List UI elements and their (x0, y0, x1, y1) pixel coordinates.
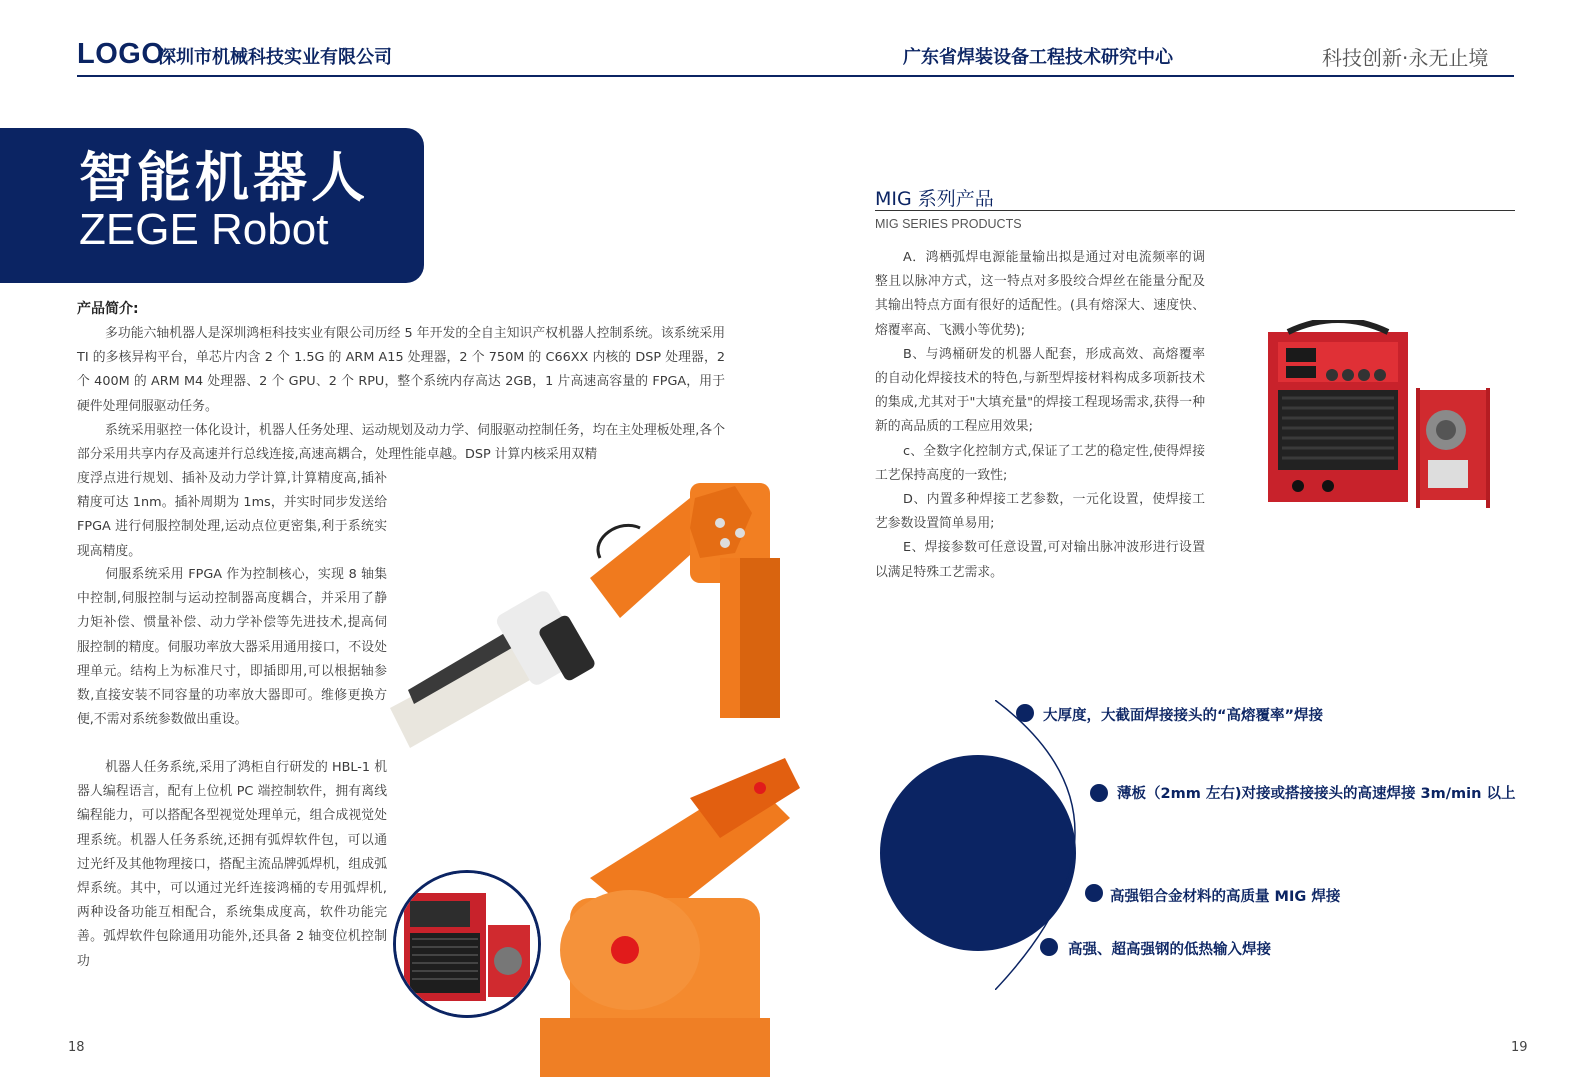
mig-section-divider (875, 210, 1515, 211)
welder-thumbnail (393, 870, 541, 1018)
mig-feature-text: A．鸿栖弧焊电源能量输出拟是通过对电流频率的调整且以脉冲方式，这一特点对多股绞合焊丝在能量分配及其输出特点方面有很好的适配性。(具有熔深大、速度快、熔覆率高、飞溅小等优势); (875, 250, 1205, 338)
feature-bullet-icon (1090, 784, 1108, 802)
mig-feature-text: E、焊接参数可任意设置,可对输出脉冲波形进行设置以满足特殊工艺需求。 (875, 540, 1205, 580)
header-divider (77, 75, 1514, 77)
feature-item: 高强、超高强钢的低热输入焊接 (1068, 942, 1271, 958)
mig-feature-text: B、与鸿桶研发的机器人配套，形成高效、高熔覆率的自动化焊接技术的特色,与新型焊接材料构成多项新技术的集成,尤其对于"大填充量"的焊接工程现场需求,获得一种新的高品质的工程应用效果; (875, 346, 1205, 435)
mig-feature-list (875, 246, 1205, 585)
feature-bullet-icon (1085, 884, 1103, 902)
mig-feature-text: c、全数字化控制方式,保证了工艺的稳定性,使得焊接工艺保持高度的一致性; (875, 443, 1205, 483)
feature-bullet-icon (1040, 938, 1058, 956)
page-title-cn: 智能机器人 (79, 146, 369, 209)
robot-base (540, 758, 800, 1077)
feature-item: 高强铝合金材料的高质量 MIG 焊接 (1110, 889, 1341, 905)
mig-welder-image (1268, 320, 1518, 520)
mig-section-subtitle: MIG SERIES PRODUCTS (875, 217, 1022, 231)
mig-feature-text: D、内置多种焊接工艺参数，一元化设置，使焊接工艺参数设置简单易用; (875, 492, 1205, 532)
logo-text: LOGO (77, 38, 165, 70)
mig-feature-item (875, 536, 1205, 584)
mig-feature-item (875, 343, 1205, 440)
intro-paragraph (77, 756, 387, 974)
page-title-en: ZEGE Robot (79, 205, 329, 254)
robot-gripper (390, 483, 780, 748)
intro-paragraph-text: 伺服系统采用 FPGA 作为控制核心，实现 8 轴集中控制,伺服控制与运动控制器高度耦合，并采用了静力矩补偿、惯量补偿、动力学补偿等先进技术,提高伺服控制的精度。伺服功率放大器采用通用接口，不设处理单元。结构上为标准尺寸，即插即用,可以根据轴参数,直接安装不同容量的功率放大器即可。维修更换方便,不需对系统参数做出重设。 (77, 567, 387, 728)
feature-item: 薄板（2mm 左右)对接或搭接接头的高速焊接 3m/min 以上 (1117, 786, 1516, 802)
intro-heading: 产品简介: (77, 301, 139, 317)
mig-feature-item (875, 488, 1205, 536)
feature-item: 大厚度，大截面焊接接头的“高熔覆率”焊接 (1043, 708, 1324, 724)
slogan: 科技创新·永无止境 (1322, 46, 1489, 70)
page-number-left: 18 (68, 1040, 85, 1055)
intro-paragraph (77, 563, 387, 732)
intro-paragraph-continued: 度浮点进行规划、插补及动力学计算,计算精度高,插补精度可达 1nm。插补周期为 1ms，并实时同步发送给 FPGA 进行伺服控制处理,运动点位更密集,利于系统实现高精度。 (77, 471, 387, 559)
mig-feature-item (875, 440, 1205, 488)
company-name: 深圳市机械科技实业有限公司 (158, 47, 392, 68)
intro-paragraph-text: 多功能六轴机器人是深圳鸿柜科技实业有限公司历经 5 年开发的全自主知识产权机器人控制系统。该系统采用 TI 的多核异构平台，单芯片内含 2 个 1.5G 的 ARM A15 处理器，2 个 750M 的 C66XX 内核的 DSP 处理器，2 个 400M 的 ARM M4 处理器、2 个 GPU、2 个 RPU，整个系统内存高达 2GB，1 片高速高容量的 FPGA，用于硬件处理伺服驱动任务。 (77, 326, 725, 414)
feature-bullet-icon (1016, 704, 1034, 722)
intro-paragraph-text: 机器人任务系统,采用了鸿柜自行研发的 HBL-1 机器人编程语言，配有上位机 PC 端控制软件，拥有离线编程能力，可以搭配各型视觉处理单元，组合成视觉处理系统。机器人任务系统,还拥有弧焊软件包，可以通过光纤及其他物理接口，搭配主流品牌弧焊机，组成弧焊系统。其中，可以通过光纤连接鸿桶的专用弧焊机,两种设备功能互相配合，系统集成度高，软件功能完善。弧焊软件包除通用功能外,还具备 2 轴变位机控制功 (77, 760, 387, 969)
intro-paragraph (77, 322, 725, 419)
mig-feature-item (875, 246, 1205, 343)
research-center-title: 广东省焊装设备工程技术研究中心 (903, 47, 1173, 68)
welder-machine-icon (396, 873, 538, 1015)
page-number-right: 19 (1511, 1040, 1528, 1055)
intro-paragraph-text: 系统采用驱控一体化设计，机器人任务处理、运动规划及动力学、伺服驱动控制任务，均在主处理板处理,各个部分采用共享内存及高速并行总线连接,高速高耦合，处理性能卓越。DSP 计算内核采用双精 (77, 423, 725, 463)
mig-section-title: MIG 系列产品 (875, 188, 994, 210)
